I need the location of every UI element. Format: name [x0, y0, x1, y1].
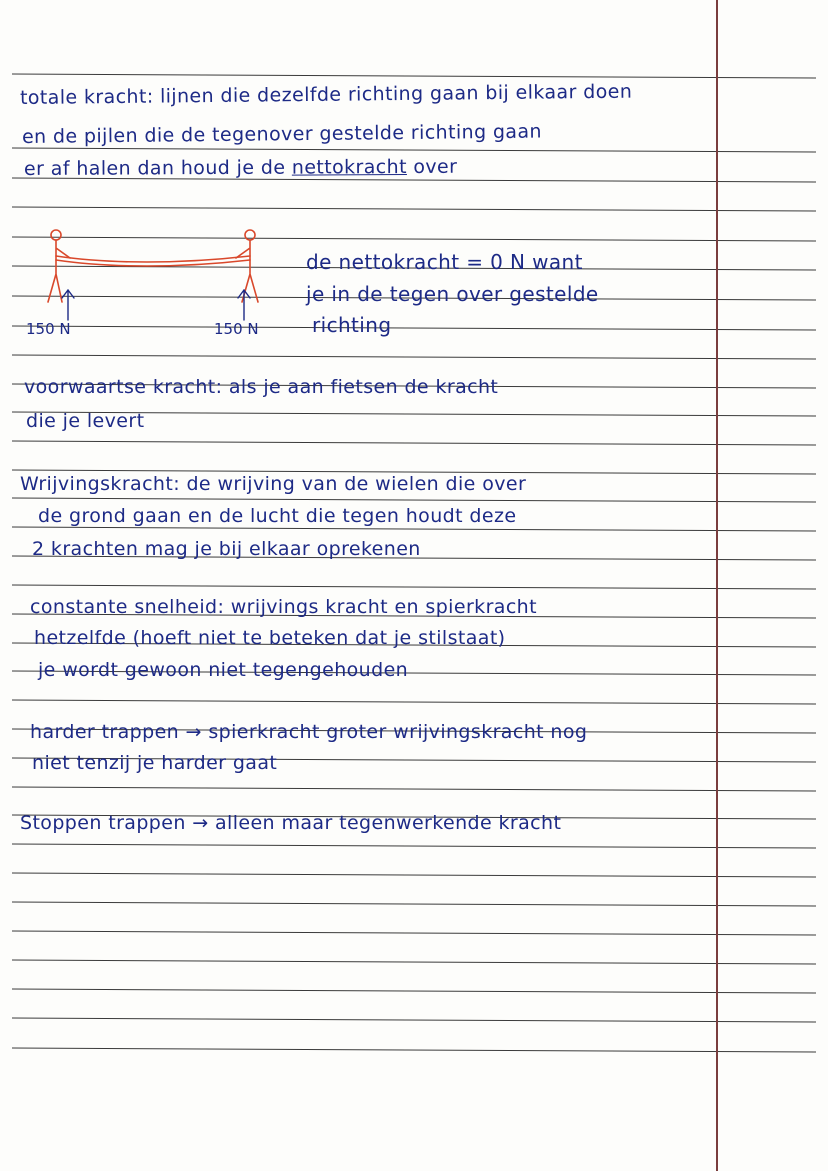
note-line: voorwaartse kracht: als je aan fietsen de kracht [24, 376, 499, 398]
note-line: harder trappen → spierkracht groter wrijvingskracht nog [30, 721, 588, 743]
left-figure-head [51, 230, 61, 240]
note-line: Wrijvingskracht: de wrijving van de wielen die over [20, 473, 527, 495]
left-force-label: 150 N [26, 320, 71, 338]
note-line: en de pijlen die de tegenover gestelde richting gaan [21, 120, 543, 148]
note-line: je wordt gewoon niet tegengehouden [38, 659, 409, 681]
note-line: die je levert [26, 410, 145, 432]
rule-line [12, 931, 816, 935]
right-figure-head [245, 230, 255, 240]
rule-line [12, 844, 816, 848]
rule-line [12, 787, 816, 791]
rule-line [12, 355, 816, 359]
rule-line [12, 1018, 816, 1022]
note-line [24, 156, 457, 180]
note-line: 2 krachten mag je bij elkaar oprekenen [32, 538, 421, 560]
note-line: de nettokracht = 0 N want [306, 250, 583, 274]
rule-line [12, 498, 816, 502]
left-arrow [62, 290, 74, 320]
margin-line [716, 0, 718, 1171]
rule-line [12, 902, 816, 906]
note-line: Stoppen trappen → alleen maar tegenwerkende kracht [20, 812, 562, 834]
note-text: over [406, 155, 458, 178]
right-arrow [238, 290, 250, 320]
note-text: er af halen dan houd je de [23, 156, 292, 180]
rule-line [12, 700, 816, 704]
rule-line [12, 527, 816, 531]
rule-line [12, 441, 816, 445]
rule-line [12, 74, 816, 78]
rule-line [12, 1048, 816, 1052]
rule-line [12, 585, 816, 589]
underlined-term: nettokracht [291, 155, 407, 179]
rule-line [12, 989, 816, 993]
rule-line [12, 148, 816, 152]
right-figure-body [236, 240, 258, 302]
note-line: totale kracht: lijnen die dezelfde richting gaan bij elkaar doen [19, 80, 633, 109]
rule-line [12, 207, 816, 211]
right-force-label: 150 N [214, 320, 259, 338]
note-line: de grond gaan en de lucht die tegen houdt deze [38, 505, 517, 527]
rule-line [12, 960, 816, 964]
rope [56, 256, 250, 266]
rule-line [12, 326, 816, 330]
tug-of-war-sketch [40, 224, 280, 324]
note-line: hetzelfde (hoeft niet te beteken dat je stilstaat) [34, 627, 506, 649]
rule-line [12, 873, 816, 877]
note-line: richting [312, 313, 392, 337]
note-line: je in de tegen over gestelde [306, 282, 599, 306]
note-line: constante snelheid: wrijvings kracht en spierkracht [30, 596, 537, 618]
note-line: niet tenzij je harder gaat [32, 752, 278, 774]
